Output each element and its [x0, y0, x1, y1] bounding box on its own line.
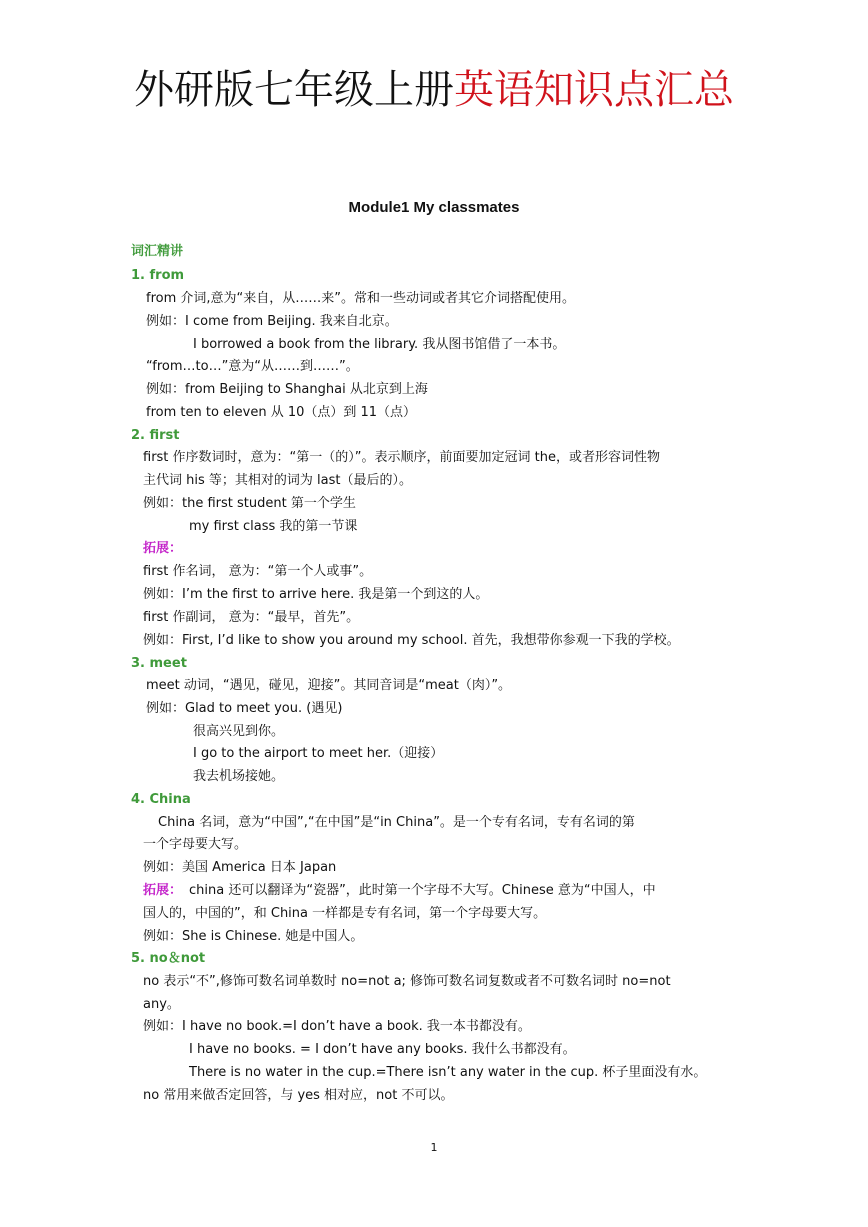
text-line: I have no books. = I don’t have any books. 我什么书都没有。 — [189, 1042, 576, 1057]
text-line: first 作名词， 意为：“第一个人或事”。 — [143, 564, 373, 579]
text-line: any。 — [143, 997, 180, 1012]
page-number: 1 — [430, 1141, 438, 1154]
text-line: from 介词,意为“来自，从……来”。常和一些动词或者其它介词搭配使用。 — [146, 291, 575, 306]
text-line: I go to the airport to meet her.（迎接） — [193, 746, 444, 761]
text-line: 例如：I’m the first to arrive here. 我是第一个到这的人。 — [143, 587, 489, 602]
text-line: no 常用来做否定回答，与 yes 相对应，not 不可以。 — [143, 1088, 454, 1103]
extension-label: 拓展： — [143, 883, 183, 898]
text-line: 例如：from Beijing to Shanghai 从北京到上海 — [146, 382, 428, 397]
text-line: “from…to…”意为“从……到……”。 — [146, 359, 359, 374]
text-line: 例如：Glad to meet you. (遇见) — [146, 701, 343, 716]
document-title — [0, 62, 868, 118]
item-heading-no-not: 5. no＆not — [131, 951, 206, 966]
text-line: 例如：美国 America 日本 Japan — [143, 860, 337, 875]
item-heading-first: 2. first — [131, 428, 180, 443]
text-line: first 作副词， 意为：“最早，首先”。 — [143, 610, 360, 625]
text-line: 很高兴见到你。 — [193, 724, 285, 739]
item-heading-meet: 3. meet — [131, 656, 187, 671]
title-part-red: 英语知识点汇总 — [454, 67, 734, 113]
text-line: 例如：the first student 第一个学生 — [143, 496, 356, 511]
text-line: 例如：I have no book.=I don’t have a book. 我一本书都没有。 — [143, 1019, 531, 1034]
module-title: Module1 My classmates — [348, 199, 520, 216]
item-heading-china: 4. China — [131, 792, 191, 807]
item-heading-from: 1. from — [131, 268, 185, 283]
text-line: meet 动词，“遇见，碰见，迎接”。其同音词是“meat（肉）”。 — [146, 678, 512, 693]
text-line: from ten to eleven 从 10（点）到 11（点） — [146, 405, 417, 420]
text-line: china 还可以翻译为“瓷器”，此时第一个字母不大写。Chinese 意为“中国人，中 — [189, 883, 656, 898]
section-heading: 词汇精讲 — [131, 244, 184, 259]
extension-label: 拓展： — [143, 541, 183, 556]
text-line: 例如：I come from Beijing. 我来自北京。 — [146, 314, 398, 329]
text-line: 例如：First, I’d like to show you around my school. 首先，我想带你参观一下我的学校。 — [143, 633, 680, 648]
text-line: 一个字母要大写。 — [143, 837, 248, 852]
text-line: 我去机场接她。 — [193, 769, 285, 784]
title-part-black: 外研版七年级上册 — [134, 67, 454, 113]
text-line: I borrowed a book from the library. 我从图书馆借了一本书。 — [193, 337, 566, 352]
text-line: no 表示“不”,修饰可数名词单数时 no=not a; 修饰可数名词复数或者不可数名词时 no=not — [143, 974, 671, 989]
text-line: 国人的，中国的”，和 China 一样都是专有名词，第一个字母要大写。 — [143, 906, 547, 921]
text-line: China 名词，意为“中国”,“在中国”是“in China”。是一个专有名词，专有名词的第 — [158, 815, 635, 830]
text-line: 例如：She is Chinese. 她是中国人。 — [143, 929, 364, 944]
text-line: first 作序数词时，意为：“第一（的）”。表示顺序，前面要加定冠词 the，或者形容词性物 — [143, 450, 660, 465]
text-line: There is no water in the cup.=There isn’t any water in the cup. 杯子里面没有水。 — [189, 1065, 707, 1080]
text-line: my first class 我的第一节课 — [189, 519, 358, 534]
text-line: 主代词 his 等；其相对的词为 last（最后的）。 — [143, 473, 412, 488]
